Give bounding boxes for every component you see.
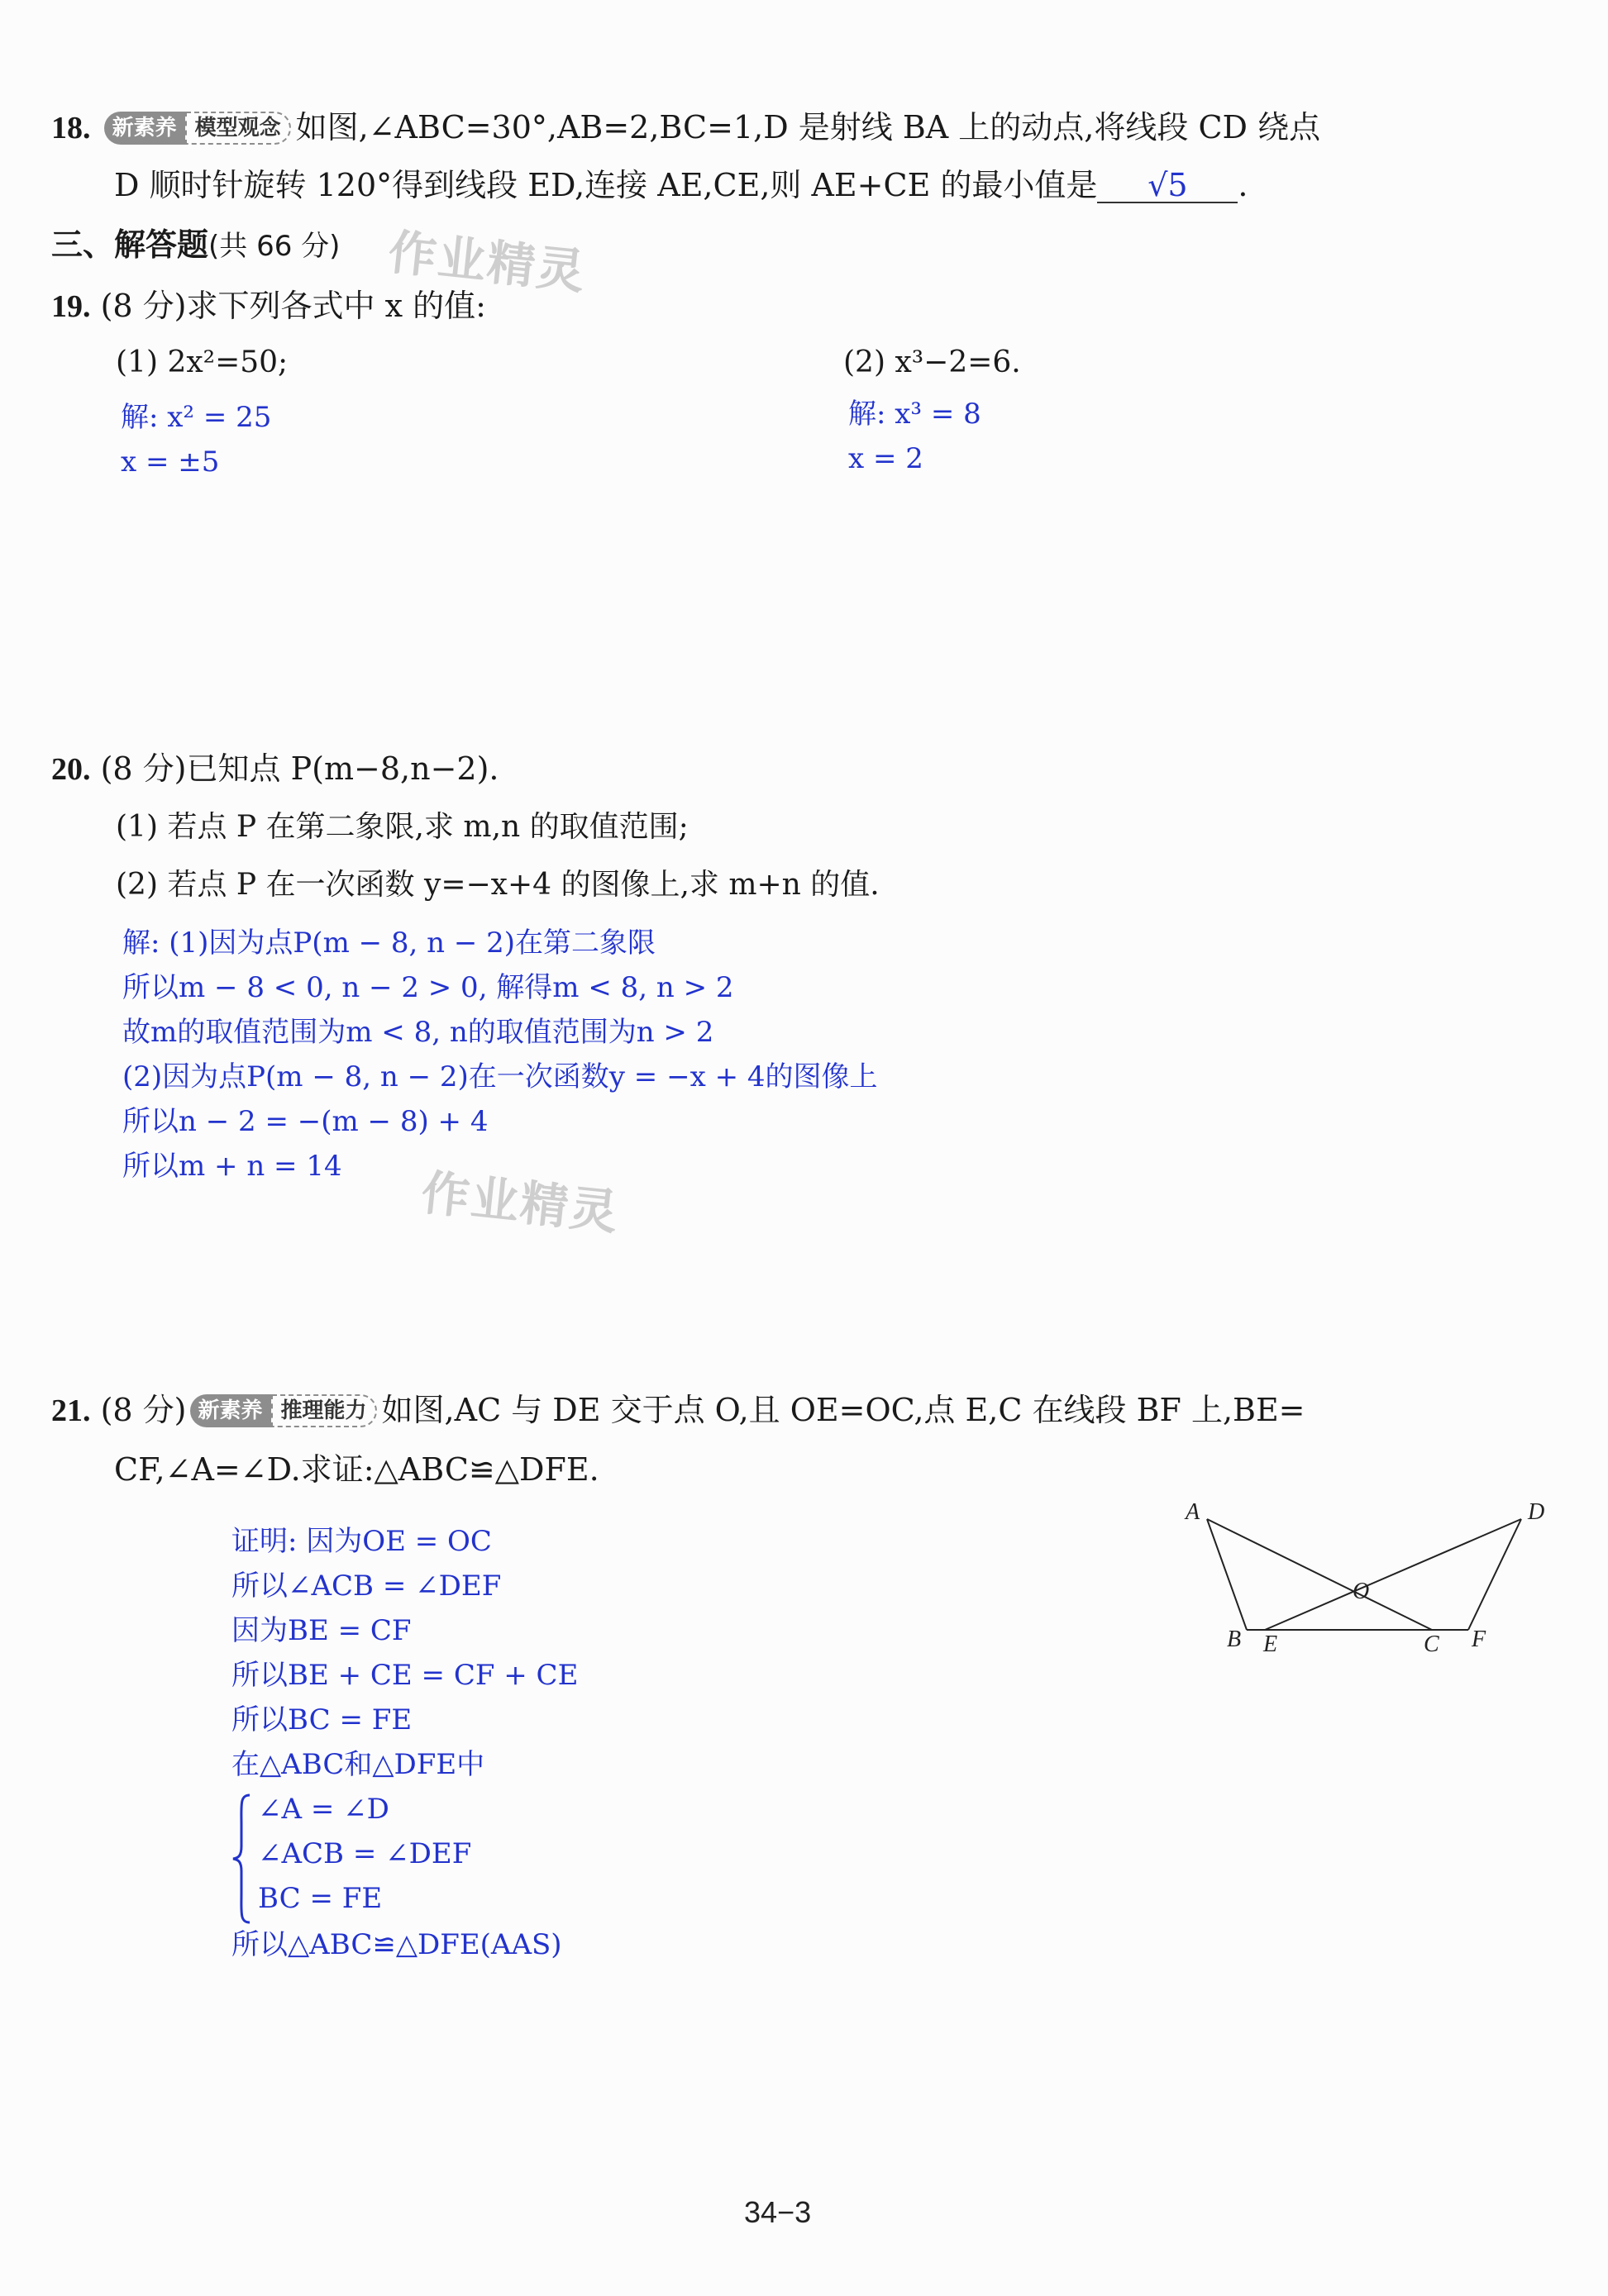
- q18-tag-model: 模型观念: [185, 112, 291, 145]
- q18-line2: [114, 162, 1248, 208]
- q20-part1: (1) 若点 P 在第二象限,求 m,n 的取值范围;: [116, 810, 689, 844]
- q18-tag: [104, 112, 291, 145]
- q18-line1: [51, 104, 1320, 151]
- q19-number: 19.: [51, 289, 91, 324]
- q20-answer-line: 所以m + n = 14: [122, 1150, 342, 1183]
- label-E: E: [1263, 1631, 1278, 1657]
- q20-answer-line: 故m的取值范围为m < 8, n的取值范围为n > 2: [122, 1016, 714, 1049]
- q18-tag-new-literacy: 新素养: [104, 112, 185, 145]
- q21-proof-line: 证明: 因为OE = OC: [231, 1525, 492, 1558]
- label-A: A: [1186, 1503, 1200, 1525]
- q19-text: (8 分)求下列各式中 x 的值:: [100, 288, 486, 324]
- q20-answer-line: 所以n − 2 = −(m − 8) + 4: [122, 1105, 489, 1138]
- q21-system-line: ∠ACB = ∠DEF: [258, 1837, 472, 1870]
- label-B: B: [1227, 1627, 1242, 1652]
- label-F: F: [1472, 1627, 1486, 1652]
- q21-system-line: BC = FE: [258, 1882, 383, 1915]
- q20-part2: (2) 若点 P 在一次函数 y=−x+4 的图像上,求 m+n 的值.: [116, 868, 880, 902]
- q21-brace: [230, 1792, 255, 1926]
- q21-figure: [1174, 1503, 1554, 1668]
- label-C: C: [1424, 1631, 1439, 1657]
- q21-line1: [51, 1387, 1305, 1434]
- section-3-title: 三、解答题: [51, 226, 209, 263]
- q21-proof-line: 所以BE + CE = CF + CE: [231, 1659, 579, 1692]
- q19-part1: (1) 2x²=50;: [116, 345, 289, 379]
- label-O: O: [1353, 1579, 1370, 1604]
- watermark-middle: 作业精灵: [418, 1164, 623, 1241]
- q21-tag-new-literacy: 新素养: [190, 1394, 271, 1427]
- q20-answer-line: 解: (1)因为点P(m − 8, n − 2)在第二象限: [122, 926, 656, 960]
- q21-tag-reasoning: 推理能力: [271, 1394, 377, 1427]
- q18-answer-blank: √5: [1097, 169, 1238, 203]
- q21-proof-line: 在△ABC和△DFE中: [231, 1748, 485, 1781]
- q20-stem: [51, 745, 499, 793]
- q19-answer2-line1: 解: x³ = 8: [848, 398, 981, 431]
- q21-proof-line: 因为BE = CF: [231, 1614, 412, 1647]
- segment-DF: [1468, 1519, 1521, 1630]
- section-3-note: (共 66 分): [208, 230, 341, 263]
- q21-conclusion: 所以△ABC≌△DFE(AAS): [231, 1928, 562, 1961]
- q21-line2: CF,∠A=∠D.求证:△ABC≌△DFE.: [114, 1451, 599, 1488]
- q21-proof-line: 所以BC = FE: [231, 1703, 413, 1736]
- q18-number: 18.: [51, 111, 91, 145]
- q18-end: .: [1238, 167, 1248, 203]
- segment-DE: [1265, 1519, 1521, 1630]
- label-D: D: [1528, 1503, 1545, 1525]
- watermark-top: 作业精灵: [385, 223, 589, 301]
- q20-answer-line: (2)因为点P(m − 8, n − 2)在一次函数y = −x + 4的图像上: [122, 1060, 878, 1093]
- q19-answer1-line1: 解: x² = 25: [121, 401, 272, 434]
- q21-text-line1: 如图,AC 与 DE 交于点 O,且 OE=OC,点 E,C 在线段 BF 上,BE=: [381, 1392, 1305, 1428]
- q21-system-line: ∠A = ∠D: [258, 1793, 389, 1826]
- q20-text: (8 分)已知点 P(m−8,n−2).: [100, 750, 499, 787]
- q18-text-line1: 如图,∠ABC=30°,AB=2,BC=1,D 是射线 BA 上的动点,将线段 CD 绕点: [295, 109, 1321, 145]
- q19-stem: [51, 283, 486, 330]
- q19-part2: (2) x³−2=6.: [843, 345, 1021, 379]
- q21-tag: [190, 1394, 377, 1427]
- section-3-header: [51, 222, 340, 269]
- q19-answer2-line2: x = 2: [848, 442, 923, 475]
- q20-number: 20.: [51, 752, 91, 787]
- q21-score: (8 分): [100, 1392, 187, 1428]
- page-number: 34−3: [744, 2195, 812, 2229]
- q21-proof-line: 所以∠ACB = ∠DEF: [231, 1570, 502, 1603]
- q21-number: 21.: [51, 1393, 91, 1428]
- q18-text-line2: D 顺时针旋转 120°得到线段 ED,连接 AE,CE,则 AE+CE 的最小值是: [114, 167, 1098, 203]
- q19-answer1-line2: x = ±5: [121, 445, 220, 479]
- q20-answer-line: 所以m − 8 < 0, n − 2 > 0, 解得m < 8, n > 2: [122, 971, 734, 1004]
